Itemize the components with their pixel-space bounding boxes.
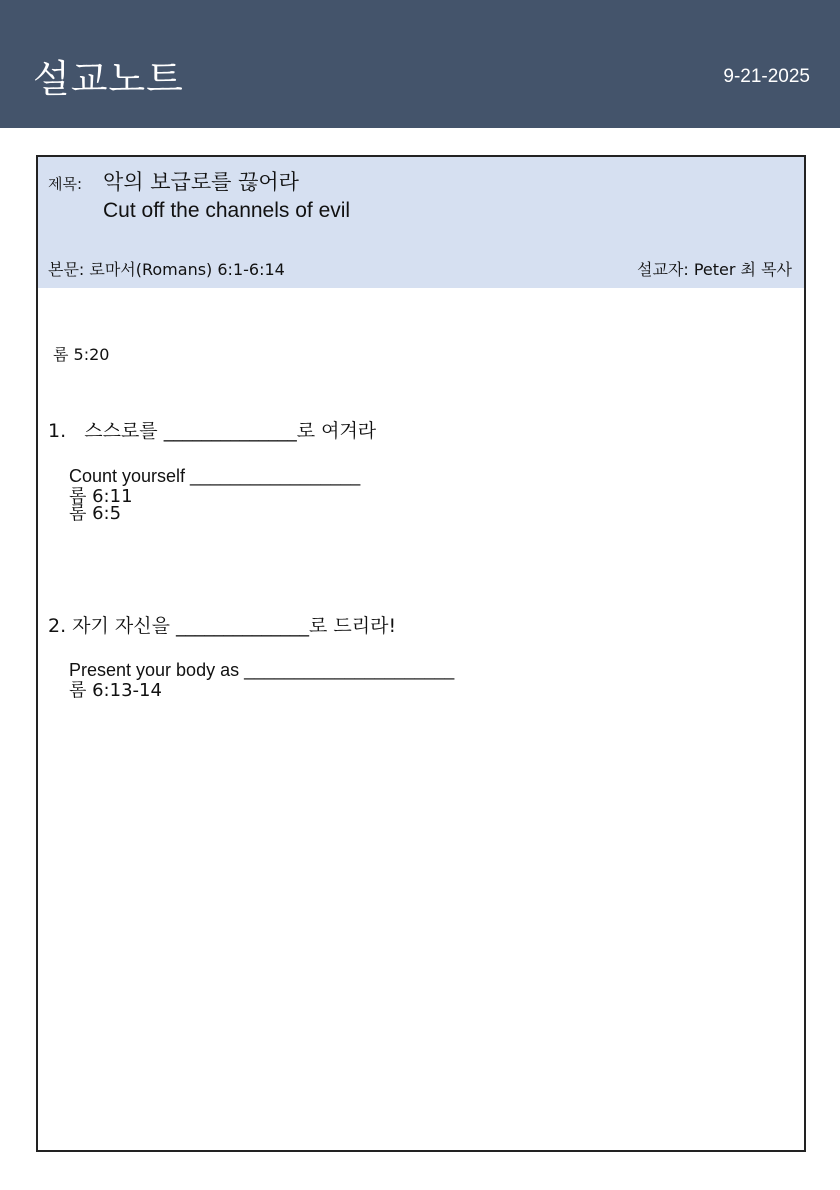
intro-reference: 롬 5:20 bbox=[53, 345, 110, 364]
page-title: 설교노트 bbox=[33, 57, 184, 101]
point-1-heading: 1. 스스로를 ______________로 여겨라 bbox=[48, 420, 377, 442]
sermon-info-band bbox=[38, 157, 804, 288]
scripture-passage: 본문: 로마서(Romans) 6:1-6:14 bbox=[48, 260, 285, 279]
point-1-ref-1: 롬 6:11 bbox=[69, 486, 133, 507]
point-2-ref-1: 롬 6:13-14 bbox=[69, 680, 162, 701]
preacher-name: 설교자: Peter 최 목사 bbox=[636, 260, 792, 279]
point-2-english: Present your body as _____________________ bbox=[69, 660, 455, 680]
sermon-title-english: Cut off the channels of evil bbox=[103, 199, 351, 222]
sermon-date: 9-21-2025 bbox=[723, 66, 810, 87]
point-1-ref-2: 롬 6:5 bbox=[69, 503, 122, 524]
title-label: 제목: bbox=[48, 175, 83, 193]
sermon-title-korean: 악의 보급로를 끊어라 bbox=[103, 170, 299, 194]
note-box bbox=[36, 155, 806, 1152]
point-2-heading: 2. 자기 자신을 ______________로 드리라! bbox=[48, 615, 397, 637]
point-1-english: Count yourself _________________ bbox=[69, 466, 361, 486]
header-bar bbox=[0, 0, 840, 128]
